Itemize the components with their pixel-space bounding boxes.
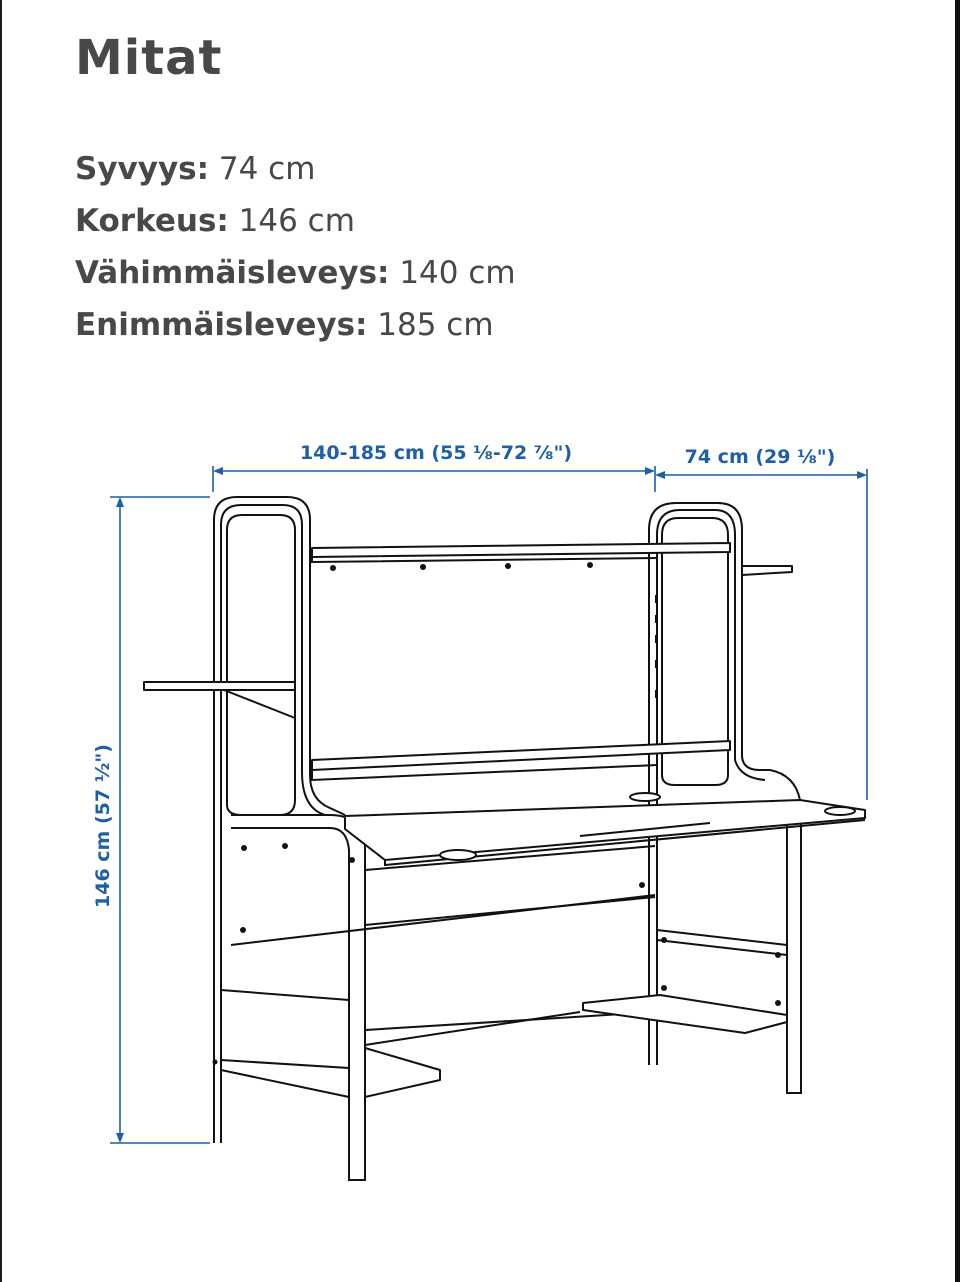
- dimension-specs-list: [75, 143, 516, 351]
- spec-max-width-value: 185 cm: [377, 307, 494, 343]
- desk-illustration: [144, 497, 865, 1180]
- spec-depth-value: 74 cm: [218, 151, 316, 187]
- page-title: Mitat: [75, 30, 223, 86]
- width-label: 140-185 cm (55 ⅛-72 ⅞"): [299, 442, 573, 464]
- spec-max-width-label: Enimmäisleveys:: [75, 307, 368, 343]
- spec-height: [75, 195, 516, 247]
- width-dimension: [213, 442, 655, 492]
- spec-min-width-label: Vähimmäisleveys:: [75, 255, 390, 291]
- spec-depth-label: Syvyys:: [75, 151, 210, 187]
- spec-max-width: [75, 299, 516, 351]
- spec-height-value: 146 cm: [238, 203, 355, 239]
- screen-edge-left: [0, 0, 2, 1282]
- height-label: 146 cm (57 ½"): [92, 744, 114, 908]
- depth-label: 74 cm (29 ⅛"): [684, 446, 836, 468]
- spec-min-width: [75, 247, 516, 299]
- spec-height-label: Korkeus:: [75, 203, 229, 239]
- desk-dimension-diagram: [80, 420, 900, 1210]
- spec-min-width-value: 140 cm: [399, 255, 516, 291]
- screen-edge-right: [955, 0, 960, 1282]
- spec-depth: [75, 143, 516, 195]
- height-dimension: [92, 497, 210, 1143]
